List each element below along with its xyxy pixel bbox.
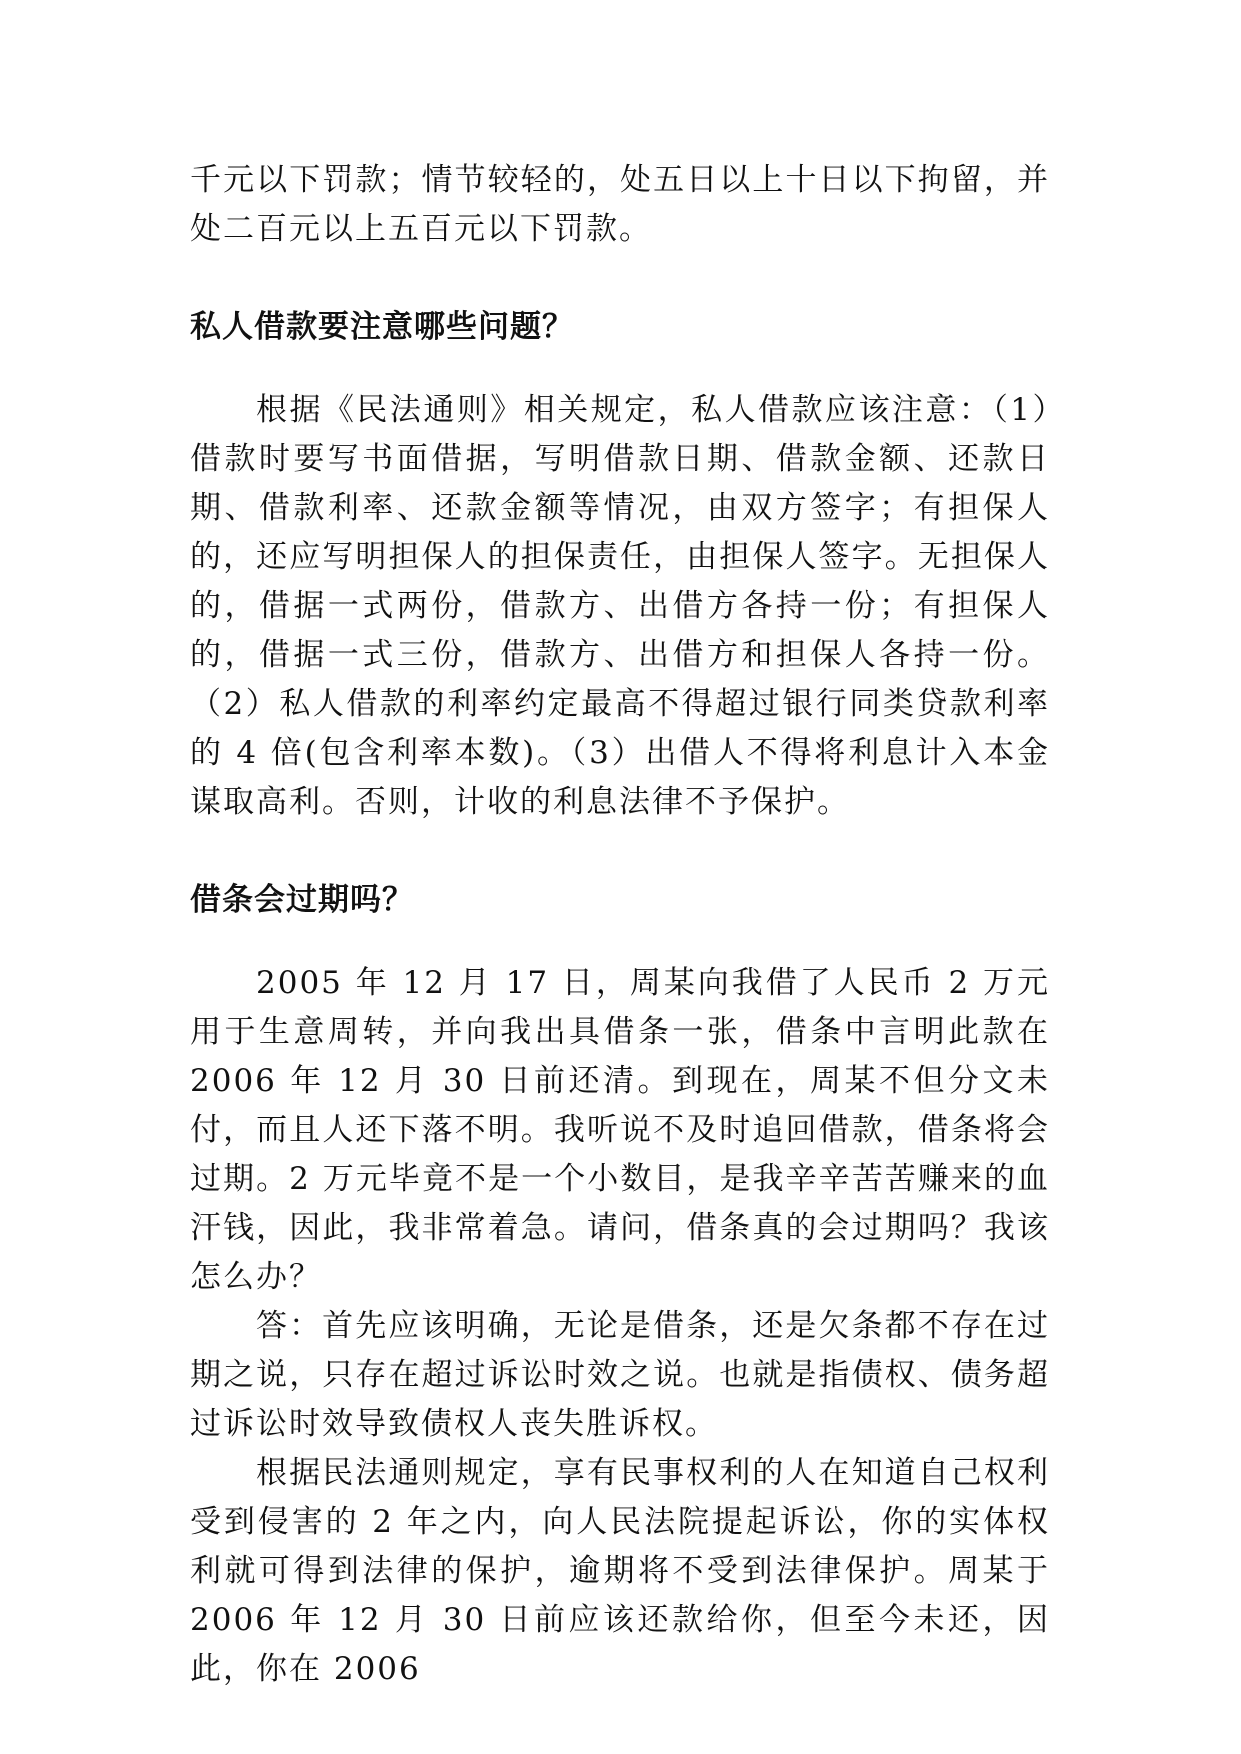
private-loan-paragraph: 根据《民法通则》相关规定，私人借款应该注意：（1）借款时要写书面借据，写明借款日期、借款金额、还款日期、借款利率、还款金额等情况，由双方签字；有担保人的，还应写明担保人的担保责任，由担保人签字。无担保人的，借据一式两份，借款方、出借方各持一份；有担保人的，借据一式三份，借款方、出借方和担保人各持一份。（2）私人借款的利率约定最高不得超过银行同类贷款利率的 4 倍(包含利率本数)。（3）出借人不得将利息计入本金谋取高利。否则，计收的利息法律不予保护。 [190,392,1050,820]
section-heading-private-loan: 私人借款要注意哪些问题？ [190,309,574,345]
document-page [190,156,1050,1694]
iou-law-paragraph: 根据民法通则规定，享有民事权利的人在知道自己权利受到侵害的 2 年之内，向人民法院提起诉讼，你的实体权利就可得到法律的保护，逾期将不受到法律保护。周某于 2006 年 12 月 30 日前应该还款给你，但至今未还，因此，你在 2006 [190,1455,1050,1687]
iou-answer-paragraph: 答：首先应该明确，无论是借条，还是欠条都不存在过期之说，只存在超过诉讼时效之说。也就是指债权、债务超过诉讼时效导致债权人丧失胜诉权。 [190,1308,1050,1442]
iou-question-paragraph: 2005 年 12 月 17 日，周某向我借了人民币 2 万元用于生意周转，并向我出具借条一张，借条中言明此款在 2006 年 12 月 30 日前还清。到现在，周某不但分文未付，而且人还下落不明。我听说不及时追回借款，借条将会过期。2 万元毕竟不是一个小数目，是我辛辛苦苦赚来的血汗钱，因此，我非常着急。请问，借条真的会过期吗？我该怎么办？ [190,965,1050,1295]
intro-paragraph: 千元以下罚款；情节较轻的，处五日以上十日以下拘留，并处二百元以上五百元以下罚款。 [190,162,1050,247]
section-heading-iou-expiry: 借条会过期吗？ [190,882,414,918]
